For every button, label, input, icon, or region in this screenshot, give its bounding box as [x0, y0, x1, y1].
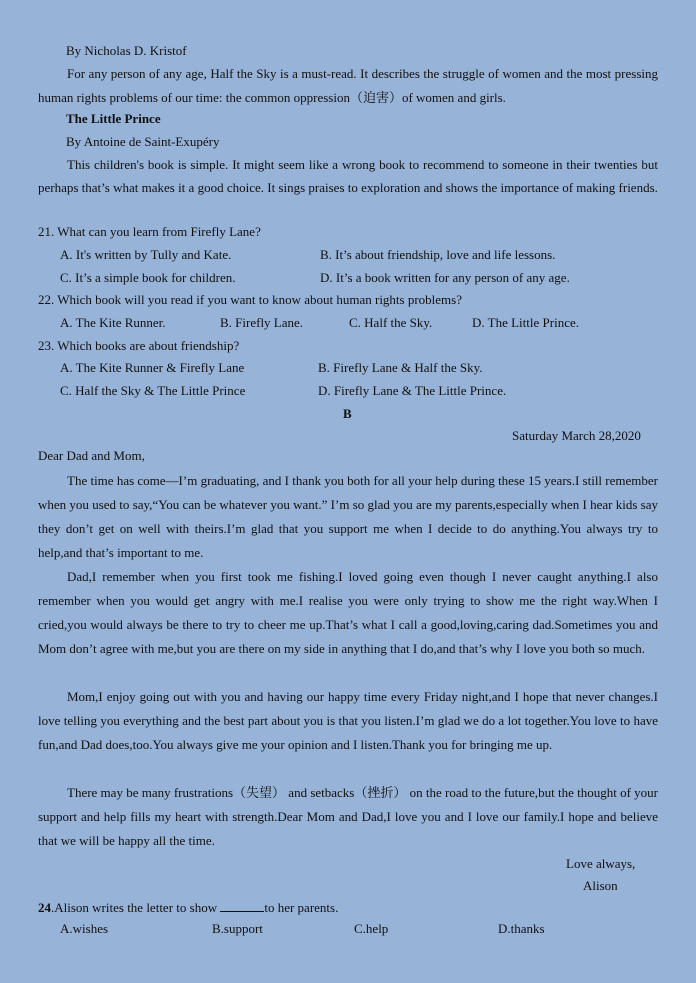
option-a: A. It's written by Tully and Kate. — [60, 247, 232, 262]
answer-blank — [220, 900, 264, 912]
option-b: B.support — [212, 921, 263, 936]
option-c: C. Half the Sky. — [349, 315, 433, 330]
option-a: A. The Kite Runner. — [60, 315, 166, 330]
option-c: C. It’s a simple book for children. — [60, 270, 236, 285]
option-d: D. Firefly Lane & The Little Prince. — [318, 383, 507, 398]
option-c: C.help — [354, 921, 389, 936]
question-number: 24 — [38, 900, 51, 915]
letter-paragraph: The time has come—I’m graduating, and I thank you both for all your help during these 15 years.I still remember when you used to say,“You can be whatever you want.” I’m so glad you are my parents,especially when I hear kids say they don’t get on well with theirs.I’m glad that you support me when I decide to do anything.You always try to help,and that’s important to me. — [38, 473, 658, 560]
question-stem: 23. Which books are about friendship? — [38, 338, 240, 353]
question-stem: 22. Which book will you read if you want to know about human rights problems? — [38, 292, 462, 307]
option-d: D. The Little Prince. — [472, 315, 579, 330]
letter-greeting: Dear Dad and Mom, — [38, 448, 145, 463]
book-title: The Little Prince — [66, 111, 161, 126]
book-description: For any person of any age, Half the Sky is a must-read. It describes the struggle of women and the most pressing human rights problems of our time: the common oppression（迫害）of women and girls. — [38, 66, 658, 105]
option-d: D. It’s a book written for any person of any age. — [320, 270, 570, 285]
option-a: A. The Kite Runner & Firefly Lane — [60, 360, 245, 375]
book-description: This children's book is simple. It might seem like a wrong book to recommend to someone in their twenties but perhaps that’s what makes it a good choice. It sings praises to exploration and shows the importance of making friends. — [38, 157, 658, 195]
book-author: By Antoine de Saint-Exupéry — [66, 134, 220, 149]
section-heading: B — [343, 406, 352, 421]
book-author: By Nicholas D. Kristof — [66, 43, 187, 58]
option-d: D.thanks — [498, 921, 545, 936]
option-b: B. Firefly Lane & Half the Sky. — [318, 360, 483, 375]
option-a: A.wishes — [60, 921, 109, 936]
letter-date: Saturday March 28,2020 — [512, 428, 641, 443]
question-stem: 24.Alison writes the letter to show to her parents. — [38, 900, 339, 915]
option-c: C. Half the Sky & The Little Prince — [60, 383, 246, 398]
letter-paragraph: Mom,I enjoy going out with you and having our happy time every Friday night,and I hope that never changes.I love telling you everything and the best part about you is that you listen.I’m glad we do a lot together.You love to have fun,and Dad does,too.You always give me your opinion and I listen.Thank you for bringing me up. — [38, 689, 658, 752]
option-b: B. It’s about friendship, love and life lessons. — [320, 247, 556, 262]
option-b: B. Firefly Lane. — [220, 315, 304, 330]
question-stem: 21. What can you learn from Firefly Lane? — [38, 224, 261, 239]
letter-paragraph: Dad,I remember when you first took me fishing.I loved going even though I never caught anything.I also remember when you would get angry with me.I realise you were only trying to show me the right way.When I cried,you would always be there to try to cheer me up.That’s what I call a good,loving,caring dad.Sometimes you and Mom don’t agree with me,but you are there on my side in anything that I do,and that’s why I love you both so much. — [38, 569, 658, 656]
letter-signature: Alison — [583, 878, 618, 893]
letter-paragraph: There may be many frustrations（失望） and setbacks（挫折） on the road to the future,but the thought of your support and help fills my heart with strength.Dear Mom and Dad,I love you and I love our family.I hope and believe that we will be happy all the time. — [38, 785, 659, 848]
letter-closing: Love always, — [566, 856, 636, 871]
